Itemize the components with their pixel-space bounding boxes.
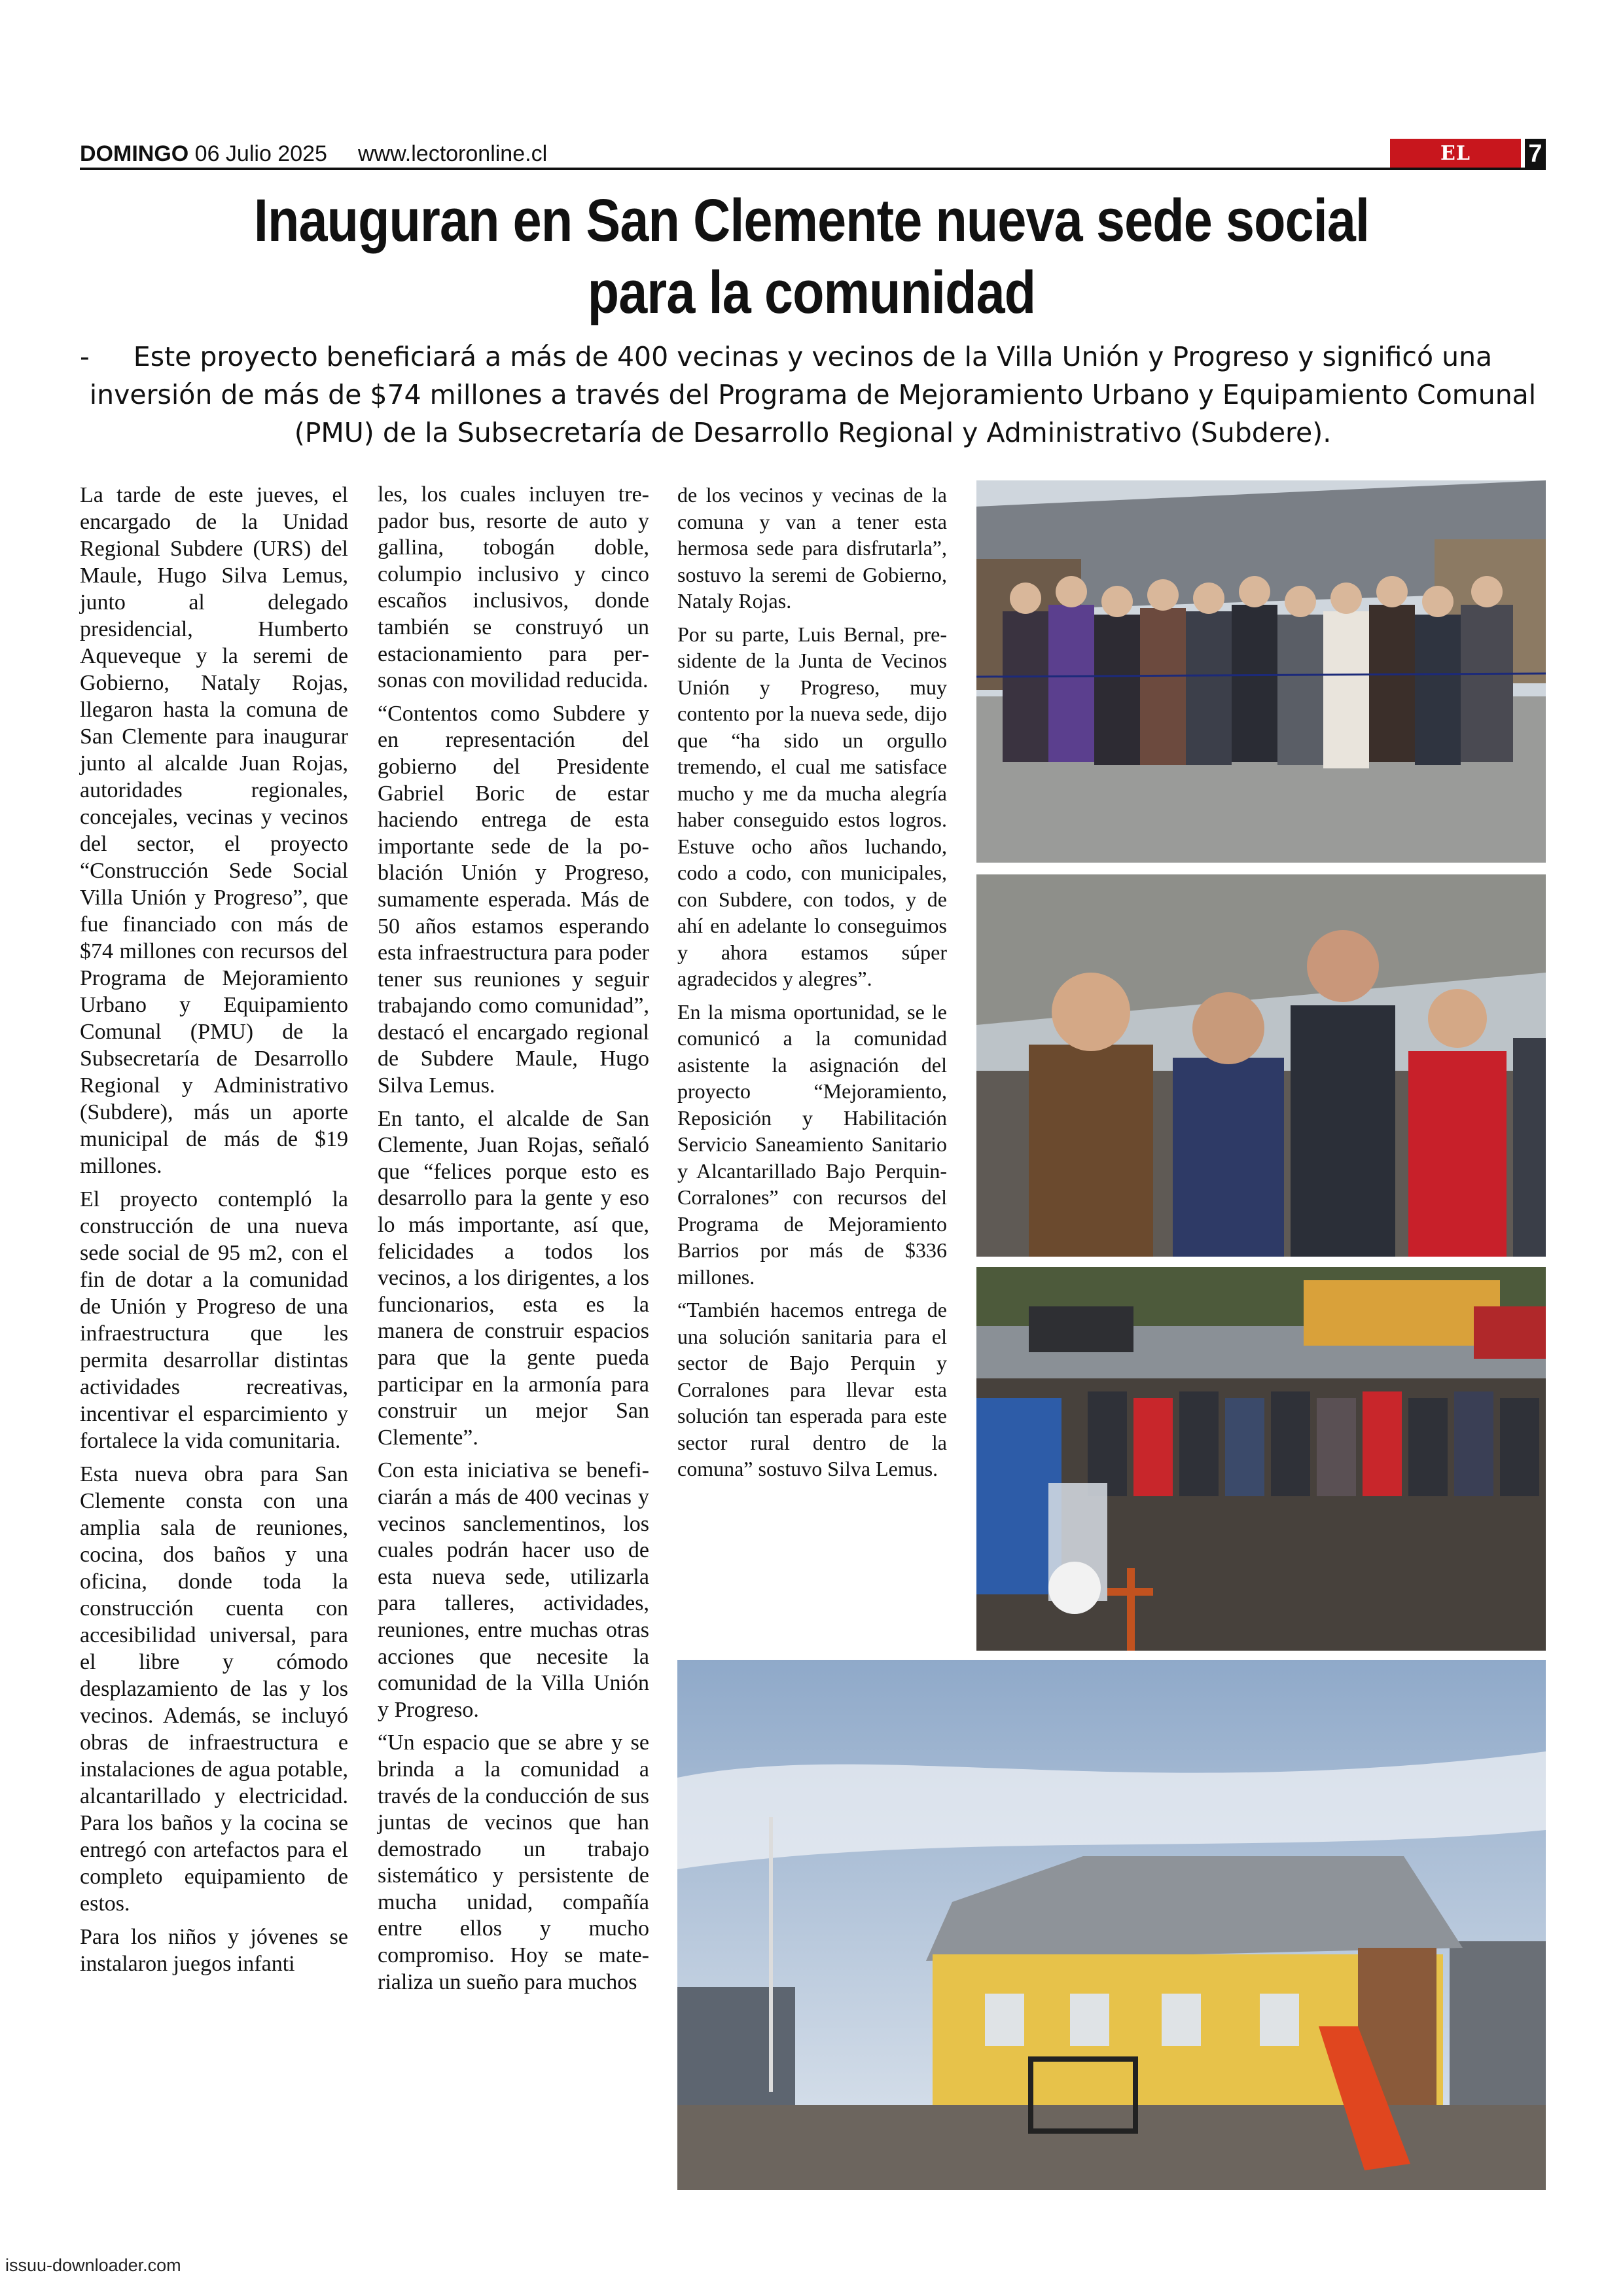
paragraph: Por su parte, Luis Bernal, presidente de la Junta de Vecinos Unión y Progreso, muy contento por la nueva sede, dijo que “ha sido un orgullo tremendo, el cual me satisface mucho y me da mucha alegría haber conseguido estos logros. Estuve ocho años luchando, codo a codo, con municipales, con Subdere, con todos, y de ahí en adelante lo conseguimos y ahora estamos súper agradecidos y alegres”. <box>677 622 947 990</box>
article-deck <box>80 338 1546 452</box>
deck-dash: - <box>80 341 90 372</box>
ceremony-audience-photo <box>976 1267 1546 1651</box>
new-building-photo <box>677 1660 1546 2190</box>
header-rule <box>80 168 1546 170</box>
issue-date <box>80 141 327 167</box>
paragraph: Con esta iniciativa se beneficiarán a más de 400 vecinas y vecinos sanclementinos, los cuales podrán hacer uso de esta nueva sede, utilizarla para talleres, actividades, reuniones, entre muchas otras acciones que necesite la comunidad de la Villa Unión y Progreso. <box>378 1458 649 1722</box>
paragraph: El proyecto contempló la construcción de una nueva sede social de 95 m2, con el fin de dotar a la comunidad de Unión y Progreso de una infraestructura que les permita desarrollar distintas actividades recreativas, incentivar el esparcimiento y fortalece la vida comunitaria. <box>80 1187 348 1453</box>
paragraph: En tanto, el alcalde de San Clemente, Juan Rojas, señaló que “felices porque esto es desarrollo para la gente y eso lo más importante, así que, felicidades a todos los vecinos, a los dirigentes, a los funcionarios, esta es la manera de construir espacios para que la gente pueda participar en la armonía para construir un mejor San Clemente”. <box>378 1106 649 1450</box>
issue-day: DOMINGO <box>80 141 189 166</box>
deck-text: Este proyecto beneficiará a más de 400 vecinas y vecinos de la Villa Unión y Progreso y significó una inversión de más de $74 millones a través del Programa de Mejoramiento Urbano y Equipamiento Comunal (PMU) de la Subsecretaría de Desarrollo Regional y Administrativo (Subdere). <box>89 341 1537 448</box>
article-headline <box>204 185 1419 329</box>
paragraph: “Contentos como Subdere y en representación del gobierno del Presidente Gabriel Boric de estar haciendo entrega de esta importante sede de la población Unión y Progreso, sumamente esperada. Más de 50 años estamos esperando esta infraestructura para poder tener sus reuniones y seguir trabajando como comunidad”, destacó el encargado regional de Subdere Maule, Hugo Silva Lemus. <box>378 701 649 1098</box>
footer-watermark: issuu-downloader.com <box>5 2255 181 2275</box>
paragraph: Para los niños y jóvenes se instalaron juegos infanti <box>80 1925 348 1976</box>
website-link[interactable]: www.lectoronline.cl <box>358 141 548 166</box>
paragraph: “Un espacio que se abre y se brinda a la comunidad a través de la conducción de sus juntas de vecinos que han demostrado un trabajo sistemático y persistente de mucha unidad, compañía entre ellos y mucho compromiso. Hoy se materializa un sueño para muchos <box>378 1731 649 1994</box>
headline-line-2: para la comunidad <box>587 259 1036 326</box>
page-number: 7 <box>1525 139 1546 168</box>
attendees-photo <box>976 874 1546 1257</box>
article-column-2 <box>378 482 649 2002</box>
newspaper-logo: EL LECTOR <box>1390 139 1521 168</box>
paragraph: de los vecinos y vecinas de la comuna y van a tener esta hermosa sede para disfrutarla”, sostuvo la seremi de Gobierno, Nataly Rojas. <box>677 483 947 613</box>
article-column-3 <box>677 482 947 1489</box>
paragraph: les, los cuales incluyen trepador bus, resorte de auto y gallina, tobogán doble, columpio inclusivo y cinco escaños inclusivos, donde también se construyó un estacionamiento para personas con movilidad reducida. <box>378 482 649 693</box>
ribbon-cutting-photo <box>976 480 1546 863</box>
article-column-1 <box>80 482 348 1984</box>
paragraph: La tarde de este jueves, el encargado de la Unidad Regional Subdere (URS) del Maule, Hugo Silva Lemus, junto al delegado presidencial, Humberto Aqueveque y la seremi de Gobierno, Nataly Rojas, llegaron hasta la comuna de San Clemente para inaugurar junto al alcalde Juan Rojas, autoridades regionales, concejales, vecinas y vecinos del sector, el proyecto “Construcción Sede Social Villa Unión y Progreso”, que fue financiado con más de $74 millones con recursos del Programa de Mejoramiento Urbano y Equipamiento Comunal (PMU) de la Subsecretaría de Desarrollo Regional y Administrativo (Subdere), más un aporte municipal de más de $19 millones. <box>80 483 348 1178</box>
paragraph: En la misma oportunidad, se le comunicó a la comunidad asistente la asignación del proyecto “Mejoramiento, Reposición y Habilitación Servicio Saneamiento Sanitario y Alcantarillado Bajo Perquin-Corralones” con recursos del Programa de Mejoramiento Barrios por más de $336 millones. <box>677 999 947 1289</box>
issue-date-value: 06 Julio 2025 <box>194 141 327 166</box>
page-header <box>80 139 1546 195</box>
paragraph: “También hacemos entrega de una solución sanitaria para el sector de Bajo Perquin y Corralones para llevar esta solución tan esperada para este sector rural dentro de la comuna” sostuvo Silva Lemus. <box>677 1298 947 1480</box>
headline-line-1: Inauguran en San Clemente nueva sede social <box>253 187 1370 254</box>
paragraph: Esta nueva obra para San Clemente consta con una amplia sala de reuniones, cocina, dos baños y una oficina, donde toda la construcción cuenta con accesibilidad universal, para el libre y cómodo desplazamiento de las y los vecinos. Además, se incluyó obras de infraestructura e instalaciones de agua potable, alcantarillado y electricidad. Para los baños y la cocina se entregó con artefactos para el completo equipamiento de estos. <box>80 1462 348 1916</box>
